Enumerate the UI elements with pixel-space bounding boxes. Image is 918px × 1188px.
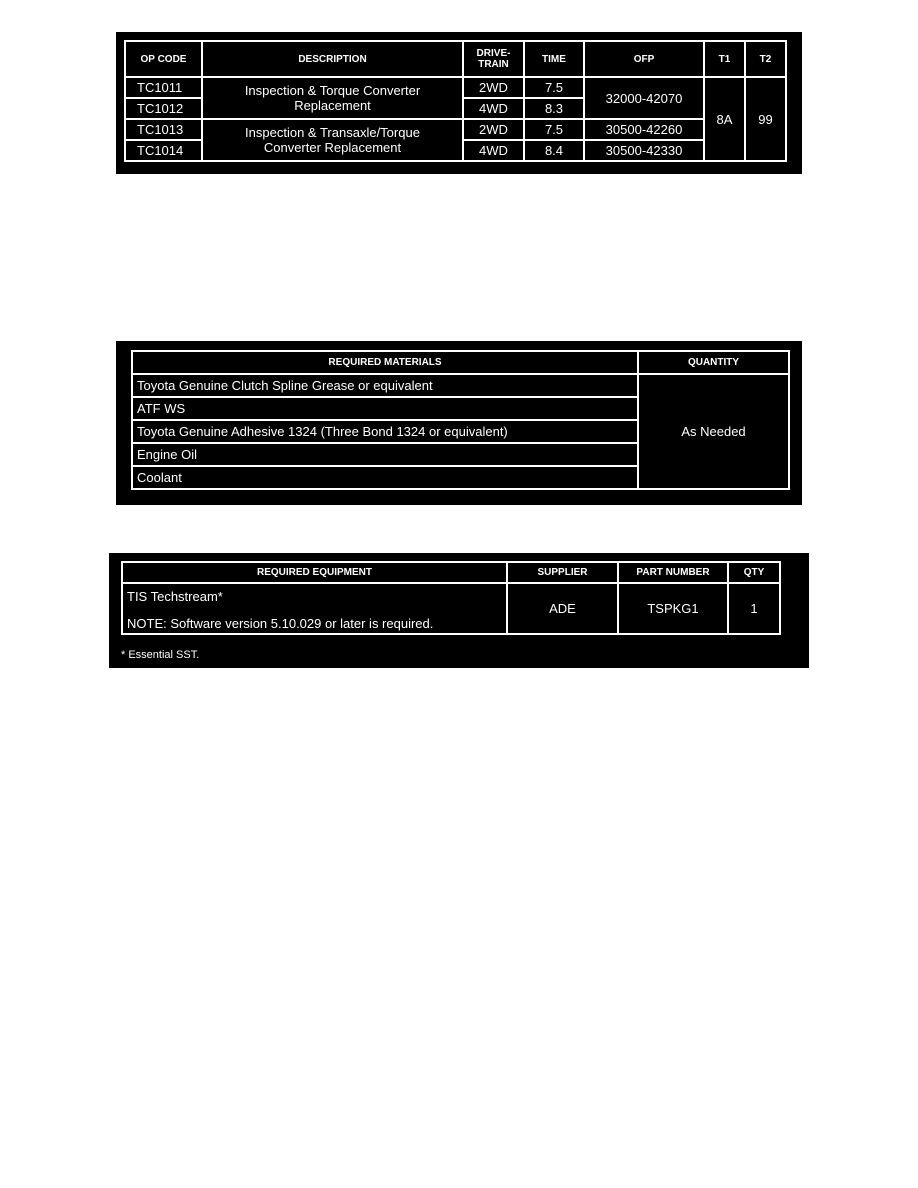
drivetrain-cell: 4WD: [463, 98, 524, 119]
table-row: [122, 583, 780, 634]
equipment-panel: [109, 553, 809, 668]
ofp-cell: 30500-42330: [584, 140, 704, 161]
description-cell: Inspection & Transaxle/Torque Converter Replacement: [202, 119, 463, 161]
qty-cell: 1: [728, 583, 780, 634]
equipment-note: NOTE: Software version 5.10.029 or later is required.: [127, 616, 434, 631]
supplier-cell: ADE: [507, 583, 618, 634]
header-drivetrain-line2: TRAIN: [478, 59, 509, 70]
drivetrain-cell: 2WD: [463, 119, 524, 140]
time-cell: 7.5: [524, 77, 584, 98]
time-cell: 8.4: [524, 140, 584, 161]
material-item: Toyota Genuine Adhesive 1324 (Three Bond 1324 or equivalent): [132, 420, 638, 443]
table-header-row: [132, 351, 789, 374]
header-part-number: PART NUMBER: [618, 562, 728, 583]
ofp-cell: 32000-42070: [584, 77, 704, 119]
op-code-cell: TC1012: [125, 98, 202, 119]
table-row: [132, 374, 789, 397]
op-code-cell: TC1011: [125, 77, 202, 98]
header-t1: T1: [704, 41, 745, 77]
header-op-code: OP CODE: [125, 41, 202, 77]
table-header-row: [125, 41, 786, 77]
header-quantity: QUANTITY: [638, 351, 789, 374]
part-number-cell: TSPKG1: [618, 583, 728, 634]
header-t2: T2: [745, 41, 786, 77]
header-supplier: SUPPLIER: [507, 562, 618, 583]
quantity-cell: As Needed: [638, 374, 789, 489]
drivetrain-cell: 2WD: [463, 77, 524, 98]
table-row: [125, 77, 786, 98]
equipment-description-cell: [122, 583, 507, 634]
table-header-row: [122, 562, 780, 583]
drivetrain-cell: 4WD: [463, 140, 524, 161]
op-code-cell: TC1014: [125, 140, 202, 161]
time-cell: 8.3: [524, 98, 584, 119]
header-required-equipment: REQUIRED EQUIPMENT: [122, 562, 507, 583]
header-description: DESCRIPTION: [202, 41, 463, 77]
header-drivetrain-line1: DRIVE-: [476, 48, 511, 59]
header-ofp: OFP: [584, 41, 704, 77]
equipment-table: [121, 561, 781, 635]
material-item: ATF WS: [132, 397, 638, 420]
material-item: Toyota Genuine Clutch Spline Grease or equivalent: [132, 374, 638, 397]
header-qty: QTY: [728, 562, 780, 583]
materials-table: [131, 350, 790, 490]
t1-cell: 8A: [704, 77, 745, 161]
material-item: Coolant: [132, 466, 638, 489]
op-code-table: [124, 40, 787, 162]
ofp-cell: 30500-42260: [584, 119, 704, 140]
time-cell: 7.5: [524, 119, 584, 140]
material-item: Engine Oil: [132, 443, 638, 466]
header-drivetrain: [463, 41, 524, 77]
equipment-name: TIS Techstream*: [127, 589, 223, 604]
description-cell: Inspection & Torque Converter Replacement: [202, 77, 463, 119]
materials-panel: [116, 341, 802, 505]
table-row: [125, 119, 786, 140]
op-code-cell: TC1013: [125, 119, 202, 140]
header-required-materials: REQUIRED MATERIALS: [132, 351, 638, 374]
essential-sst-footnote: * Essential SST.: [121, 649, 200, 661]
op-code-panel: [116, 32, 802, 174]
t2-cell: 99: [745, 77, 786, 161]
header-time: TIME: [524, 41, 584, 77]
